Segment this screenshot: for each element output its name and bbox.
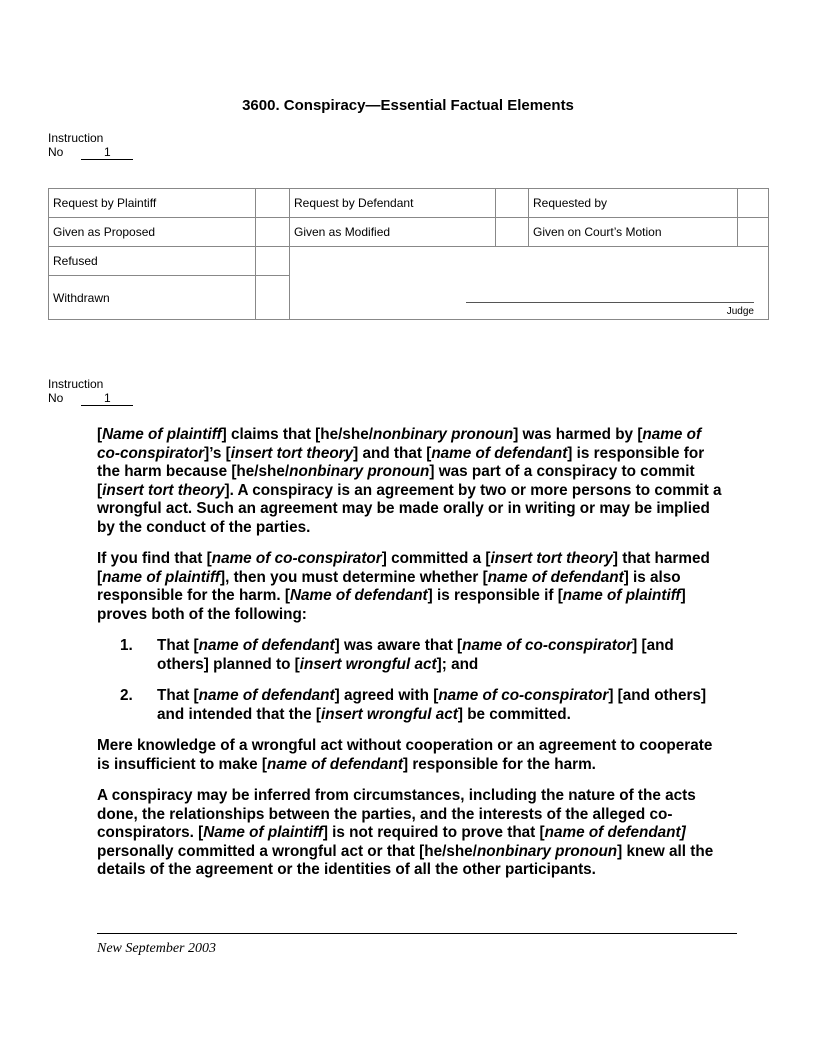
placeholder-text: name of defendant]	[544, 824, 686, 841]
instruction-number-bottom	[48, 377, 133, 406]
placeholder-text: name of defendant	[198, 637, 335, 654]
text-run: Mere knowledge of a wrongful act without cooperation or an agreement to cooperate is insufficient to make [	[97, 737, 713, 773]
placeholder-text: Name of defendant	[289, 587, 428, 604]
instruction-body	[97, 426, 725, 893]
text-run: ] committed a [	[381, 550, 491, 567]
page-title: 3600. Conspiracy—Essential Factual Elements	[242, 97, 574, 114]
text-run: ] is not required to prove that [	[322, 824, 545, 841]
withdrawn-box[interactable]	[256, 276, 290, 320]
no-label: No	[48, 145, 64, 159]
given-modified-label: Given as Modified	[290, 218, 496, 247]
placeholder-text: nonbinary pronoun	[476, 842, 618, 860]
request-plaintiff-box[interactable]	[256, 189, 290, 218]
paragraph	[97, 787, 725, 880]
disposition-form	[48, 188, 769, 320]
placeholder-text: name of co-conspirator	[97, 426, 702, 462]
instruction-number: 1	[81, 146, 133, 160]
given-modified-box[interactable]	[496, 218, 529, 247]
list-number: 1.	[120, 637, 133, 654]
text-run: If you find that [	[97, 550, 212, 567]
instruction-label: Instruction	[48, 131, 104, 145]
text-run: ]; and	[436, 655, 479, 673]
requested-by-box[interactable]	[738, 189, 769, 218]
given-proposed-label: Given as Proposed	[49, 218, 256, 247]
placeholder-text: name of plaintiff	[102, 568, 220, 586]
text-run: ] that harmed [	[97, 550, 710, 586]
list-text	[157, 687, 725, 724]
text-run: ] claims that [he/she/	[221, 426, 373, 443]
text-run: ] is also responsible for the harm. [	[97, 568, 681, 604]
text-run: personally committed a wrongful act or that [he/she/	[97, 842, 477, 860]
paragraph	[97, 426, 725, 537]
list-number: 2.	[120, 687, 133, 704]
withdrawn-label: Withdrawn	[49, 276, 256, 320]
text-run: ] responsible for the harm.	[402, 755, 596, 773]
placeholder-text: Name of plaintiff	[102, 426, 222, 443]
list-text	[157, 637, 725, 674]
placeholder-text: name of co-conspirator	[438, 687, 609, 704]
text-run: ], then you must determine whether [	[219, 568, 488, 586]
text-run: ] knew all the details of the agreement or the identities of all the other participants.	[97, 842, 714, 878]
placeholder-text: Name of plaintiff	[203, 824, 323, 841]
text-run: That [	[157, 687, 199, 704]
refused-box[interactable]	[256, 247, 290, 276]
footer-date: New September 2003	[97, 941, 216, 956]
text-run: ] agreed with [	[334, 687, 439, 704]
requested-by-label: Requested by	[529, 189, 738, 218]
request-defendant-label: Request by Defendant	[290, 189, 496, 218]
placeholder-text: name of defendant	[198, 687, 335, 704]
text-run: ] [and others] planned to [	[157, 637, 674, 673]
text-run: ] and that [	[353, 444, 432, 462]
text-run: That [	[157, 637, 199, 654]
judge-label: Judge	[726, 306, 754, 317]
text-run: ] is responsible if [	[427, 587, 563, 604]
text-run: ] proves both of the following:	[97, 587, 686, 623]
paragraph	[97, 737, 725, 774]
text-run: ] is responsible for the harm because [he/she/	[97, 444, 705, 480]
placeholder-text: name of co-conspirator	[211, 550, 382, 567]
placeholder-text: insert tort theory	[490, 550, 613, 567]
text-run: [	[97, 426, 103, 443]
text-run: ] was aware that [	[334, 637, 463, 654]
placeholder-text: insert wrongful act	[321, 705, 458, 723]
placeholder-text: insert wrongful act	[299, 655, 437, 673]
given-court-label: Given on Court’s Motion	[529, 218, 738, 247]
judge-signature-area[interactable]	[290, 247, 769, 320]
text-run: ]’s [	[204, 444, 231, 462]
no-label: No	[48, 391, 64, 405]
placeholder-text: nonbinary pronoun	[372, 426, 514, 443]
given-court-box[interactable]	[738, 218, 769, 247]
placeholder-text: name of co-conspirator	[462, 637, 633, 654]
text-run: ] be committed.	[457, 705, 571, 723]
placeholder-text: nonbinary pronoun	[289, 463, 430, 480]
refused-label: Refused	[49, 247, 256, 276]
instruction-number-top	[48, 131, 133, 160]
placeholder-text: name of plaintiff	[562, 587, 681, 604]
text-run: A conspiracy may be inferred from circumstances, including the nature of the acts done, the relationships between the parties, and the interests of the alleged co-conspirators. [	[97, 787, 696, 841]
placeholder-text: insert tort theory	[230, 444, 354, 462]
request-plaintiff-label: Request by Plaintiff	[49, 189, 256, 218]
instruction-label: Instruction	[48, 377, 104, 391]
footer-rule	[97, 933, 737, 934]
placeholder-text: name of defendant	[487, 568, 624, 586]
text-run: ]. A conspiracy is an agreement by two or more persons to commit a wrongful act. Such an agreement may be made orally or in writing or may be implied by the conduct of the parties.	[97, 481, 722, 536]
given-proposed-box[interactable]	[256, 218, 290, 247]
list-item	[120, 687, 725, 724]
placeholder-text: name of defendant	[431, 444, 568, 462]
text-run: ] was harmed by [	[513, 426, 643, 443]
instruction-number: 1	[81, 392, 133, 406]
placeholder-text: name of defendant	[267, 755, 403, 773]
placeholder-text: insert tort theory	[102, 481, 225, 499]
list-item	[120, 637, 725, 674]
paragraph	[97, 550, 725, 624]
text-run: ] [and others] and intended that the [	[157, 687, 707, 723]
judge-signature-line	[466, 302, 754, 303]
request-defendant-box[interactable]	[496, 189, 529, 218]
text-run: ] was part of a conspiracy to commit [	[97, 463, 695, 499]
